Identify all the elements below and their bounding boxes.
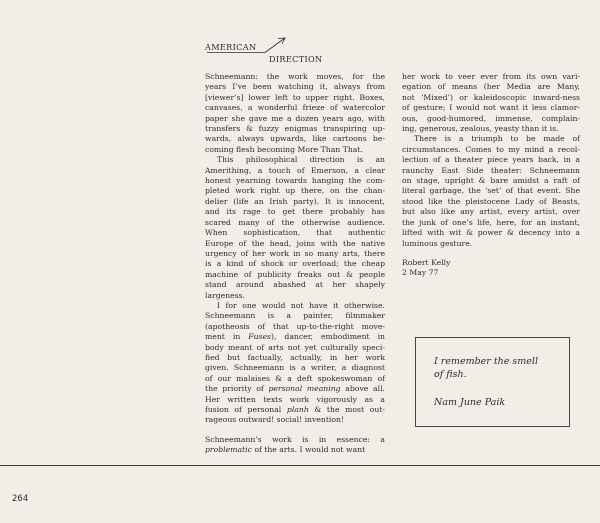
text-line: is a kind of shock or overload; the cheap	[205, 259, 385, 269]
text-line: Amerithing, a touch of Emerson, a clear	[205, 165, 385, 175]
paragraph	[402, 134, 580, 248]
page-number: 264	[12, 494, 29, 504]
text-line: the priority of personal meaning above all.	[205, 384, 385, 394]
text-line: but also like any artist, every artist, over	[402, 207, 580, 217]
text-line: body meant of arts not yet culturally speci-	[205, 342, 385, 352]
paragraph	[205, 301, 385, 426]
text-line: largeness.	[205, 290, 246, 300]
header-word-direction: DIRECTION	[269, 54, 323, 64]
text-line: raunchy East Side theater: Schneemann	[402, 165, 580, 175]
text-line: machine of publicity freaks out & people	[205, 269, 385, 279]
paragraph	[205, 72, 385, 155]
text-line: ous, good-humored, immense, complain-	[402, 113, 580, 123]
text-line: literal garbage, the ‘set’ of that event. She	[402, 186, 580, 196]
text-line: urgency of her work in so many arts, there	[205, 248, 385, 258]
text-line: coming flesh becoming More Than That.	[205, 144, 363, 154]
text-line: When sophistication, that authentic	[205, 228, 385, 238]
text-line: ment in Fuses), dancer, embodiment in	[205, 332, 385, 342]
text-line: her work to veer ever from its own vari-	[402, 72, 580, 81]
footer-rule	[0, 465, 600, 466]
text-line: Schneemann’s work is in essence: a	[205, 434, 385, 444]
text-line: Schneemann: the work moves, for the	[205, 72, 385, 81]
text-line: lection of a theater piece years back, in a	[402, 155, 580, 165]
text-line: not ‘Mixed’) or kaleidoscopic inward-ness	[402, 92, 580, 102]
text-line: on stage, upright & bare amidst a raft of	[402, 176, 580, 186]
text-line: given. Schneemann is a writer, a diagnost	[205, 363, 385, 373]
text-line: lifted with wit & power & decency into a	[402, 228, 580, 238]
text-line: delier (life an Irish party). It is innocent,	[205, 196, 385, 206]
right-column	[402, 72, 580, 279]
text-line: the junk of one’s life, here, for an instant,	[402, 217, 580, 227]
quote-author: Nam June Paik	[434, 397, 506, 408]
header-word-american: AMERICAN	[205, 42, 257, 52]
paragraph	[402, 72, 580, 134]
text-line: scared many of the otherwise audience.	[205, 217, 385, 227]
left-column	[205, 72, 385, 456]
quote-line: I remember the smell	[434, 356, 538, 367]
text-line: canvases, a wonderful frieze of watercolor	[205, 103, 385, 113]
text-line: honest yearning towards hanging the com-	[205, 176, 385, 186]
text-line: ing, generous, zealous, yeasty than it is.	[402, 124, 559, 134]
text-line: wards, always upwards, like cartoons be-	[205, 134, 385, 144]
text-line: There is a triumph to be made of	[414, 134, 580, 144]
signature-date: 2 May 77	[402, 268, 439, 278]
text-line: This philosophical direction is an	[217, 155, 385, 165]
text-line: [viewer’s] lower left to upper right. Boxes,	[205, 92, 385, 102]
text-line: circumstances. Comes to my mind a recol-	[402, 144, 580, 154]
text-line: years I’ve been watching it, always from	[205, 82, 385, 92]
text-line: of our malaises & a deft spokeswoman of	[205, 373, 385, 383]
text-line: transfers & fuzzy enigmas transpiring up-	[205, 124, 385, 134]
text-line: pleted work right up there, on the chan-	[205, 186, 385, 196]
text-line: problematic of the arts. I would not want	[205, 445, 366, 455]
quote-line: of fish.	[434, 369, 467, 380]
text-line: fusion of personal planh & the most out-	[205, 405, 386, 414]
text-line: of gesture; I would not want it less clamor-	[402, 103, 580, 113]
text-line: rageous outward! social! invention!	[205, 415, 345, 425]
signature-name: Robert Kelly	[402, 257, 451, 267]
text-line: paper she gave me a dozen years ago, with	[205, 113, 385, 123]
text-line: Her written texts work vigorously as a	[205, 394, 385, 404]
signature	[402, 258, 580, 279]
text-line: and its rage to get there probably has	[205, 207, 385, 217]
text-line: fied but factually, actually, in her work	[205, 352, 385, 362]
quote-box	[415, 337, 570, 427]
text-line: stand around abashed at her shapely	[205, 280, 385, 290]
text-line: luminous gesture.	[402, 238, 473, 248]
text-line: I for one would not have it otherwise.	[217, 300, 385, 310]
paragraph	[205, 435, 385, 456]
quote-text	[434, 355, 538, 381]
text-line: Europe of the head, joins with the native	[205, 238, 385, 248]
text-line: egation of means (her Media are Many,	[402, 82, 580, 92]
text-line: (apotheosis of that up-to-the-right move-	[205, 321, 385, 331]
section-header	[205, 36, 325, 70]
text-line: Schneemann is a painter, filmmaker	[205, 311, 385, 321]
paragraph	[205, 155, 385, 301]
text-line: stood like the pleistocene Lady of Beasts,	[402, 196, 580, 206]
